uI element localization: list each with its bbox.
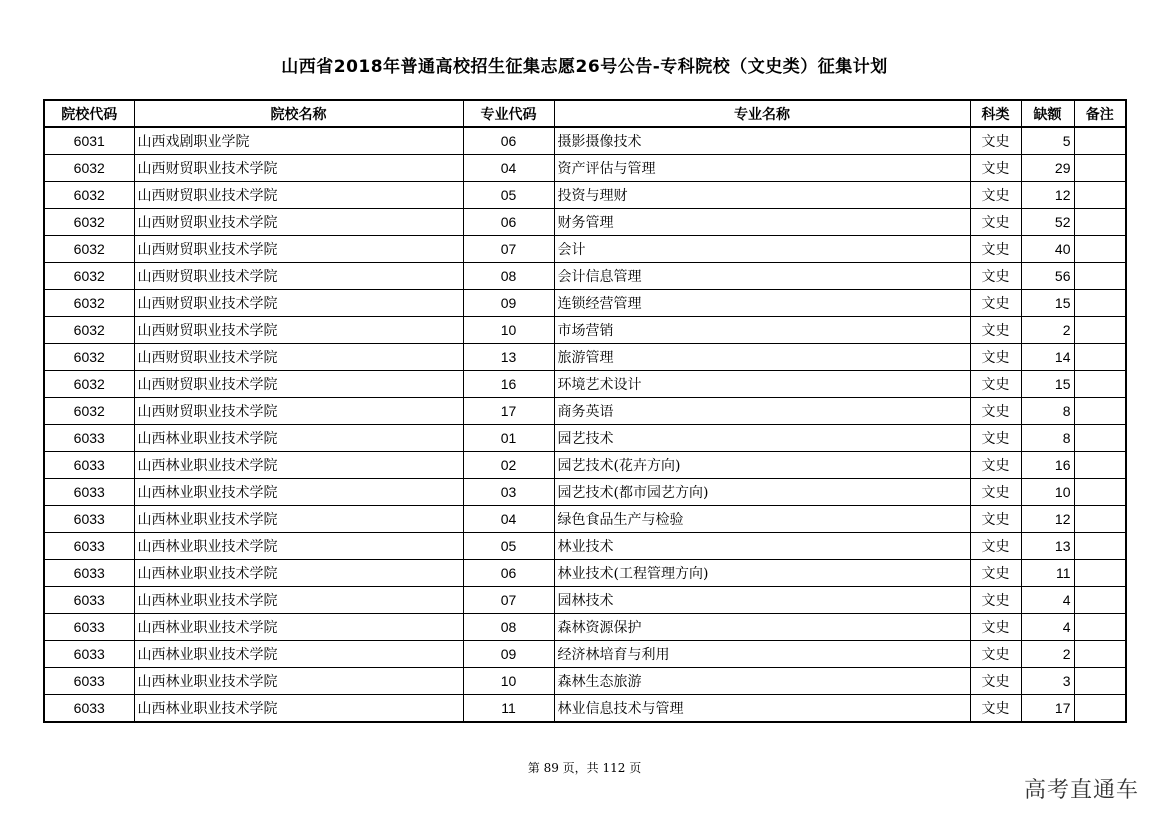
cell-category: 文史 — [970, 587, 1021, 614]
watermark: 高考直通车 — [1023, 778, 1139, 803]
cell-school-name: 山西财贸职业技术学院 — [134, 263, 463, 290]
cell-note — [1074, 425, 1126, 452]
cell-school-name: 山西林业职业技术学院 — [134, 533, 463, 560]
cell-school-name: 山西林业职业技术学院 — [134, 479, 463, 506]
cell-major-name: 园林技术 — [554, 587, 970, 614]
cell-major-name: 投资与理财 — [554, 182, 970, 209]
cell-vacancy: 12 — [1021, 506, 1074, 533]
cell-note — [1074, 668, 1126, 695]
cell-note — [1074, 452, 1126, 479]
table-row — [44, 127, 1126, 155]
cell-major-code: 07 — [463, 587, 554, 614]
cell-major-name: 森林生态旅游 — [554, 668, 970, 695]
cell-major-code: 08 — [463, 263, 554, 290]
table-row — [44, 398, 1126, 425]
cell-school-code: 6033 — [44, 479, 134, 506]
cell-vacancy: 2 — [1021, 641, 1074, 668]
cell-major-name: 财务管理 — [554, 209, 970, 236]
cell-major-name: 商务英语 — [554, 398, 970, 425]
table-row — [44, 290, 1126, 317]
cell-school-code: 6033 — [44, 560, 134, 587]
cell-school-name: 山西财贸职业技术学院 — [134, 236, 463, 263]
cell-vacancy: 15 — [1021, 290, 1074, 317]
cell-major-code: 04 — [463, 155, 554, 182]
cell-major-code: 13 — [463, 344, 554, 371]
cell-note — [1074, 344, 1126, 371]
cell-vacancy: 15 — [1021, 371, 1074, 398]
cell-category: 文史 — [970, 155, 1021, 182]
cell-vacancy: 13 — [1021, 533, 1074, 560]
cell-major-code: 07 — [463, 236, 554, 263]
cell-school-code: 6031 — [44, 127, 134, 155]
cell-school-code: 6033 — [44, 695, 134, 723]
cell-major-name: 旅游管理 — [554, 344, 970, 371]
cell-major-name: 会计信息管理 — [554, 263, 970, 290]
cell-vacancy: 3 — [1021, 668, 1074, 695]
cell-major-code: 01 — [463, 425, 554, 452]
table-row — [44, 209, 1126, 236]
cell-major-code: 17 — [463, 398, 554, 425]
cell-category: 文史 — [970, 560, 1021, 587]
cell-major-name: 经济林培育与利用 — [554, 641, 970, 668]
cell-vacancy: 10 — [1021, 479, 1074, 506]
cell-school-name: 山西财贸职业技术学院 — [134, 371, 463, 398]
cell-major-code: 11 — [463, 695, 554, 723]
cell-category: 文史 — [970, 127, 1021, 155]
cell-school-name: 山西林业职业技术学院 — [134, 668, 463, 695]
table-row — [44, 155, 1126, 182]
cell-school-code: 6032 — [44, 344, 134, 371]
cell-major-name: 连锁经营管理 — [554, 290, 970, 317]
cell-major-name: 资产评估与管理 — [554, 155, 970, 182]
cell-category: 文史 — [970, 209, 1021, 236]
table-row — [44, 425, 1126, 452]
cell-school-code: 6032 — [44, 209, 134, 236]
cell-school-code: 6032 — [44, 155, 134, 182]
cell-note — [1074, 479, 1126, 506]
cell-school-name: 山西财贸职业技术学院 — [134, 398, 463, 425]
cell-school-code: 6032 — [44, 398, 134, 425]
cell-school-name: 山西戏剧职业学院 — [134, 127, 463, 155]
table-body — [44, 127, 1126, 722]
cell-note — [1074, 263, 1126, 290]
cell-vacancy: 2 — [1021, 317, 1074, 344]
cell-category: 文史 — [970, 344, 1021, 371]
cell-major-code: 02 — [463, 452, 554, 479]
cell-vacancy: 29 — [1021, 155, 1074, 182]
cell-category: 文史 — [970, 533, 1021, 560]
cell-category: 文史 — [970, 425, 1021, 452]
cell-major-name: 市场营销 — [554, 317, 970, 344]
cell-school-code: 6033 — [44, 668, 134, 695]
header-school-name: 院校名称 — [134, 100, 463, 127]
table-row — [44, 695, 1126, 723]
table-row — [44, 236, 1126, 263]
cell-vacancy: 56 — [1021, 263, 1074, 290]
table-row — [44, 182, 1126, 209]
header-note: 备注 — [1074, 100, 1126, 127]
page-footer: 第 89 页，共 112 页 — [527, 761, 642, 775]
cell-school-code: 6033 — [44, 641, 134, 668]
cell-vacancy: 4 — [1021, 587, 1074, 614]
cell-note — [1074, 317, 1126, 344]
cell-school-code: 6032 — [44, 290, 134, 317]
cell-major-code: 10 — [463, 317, 554, 344]
cell-vacancy: 8 — [1021, 425, 1074, 452]
cell-major-name: 园艺技术(都市园艺方向) — [554, 479, 970, 506]
cell-school-code: 6032 — [44, 263, 134, 290]
table-row — [44, 344, 1126, 371]
cell-school-name: 山西财贸职业技术学院 — [134, 155, 463, 182]
page-title: 山西省2018年普通高校招生征集志愿26号公告-专科院校（文史类）征集计划 — [281, 57, 888, 77]
header-major-name: 专业名称 — [554, 100, 970, 127]
table-row — [44, 533, 1126, 560]
cell-major-code: 05 — [463, 533, 554, 560]
cell-vacancy: 52 — [1021, 209, 1074, 236]
cell-school-code: 6032 — [44, 236, 134, 263]
cell-school-name: 山西林业职业技术学院 — [134, 425, 463, 452]
cell-school-code: 6033 — [44, 587, 134, 614]
cell-major-code: 16 — [463, 371, 554, 398]
cell-vacancy: 12 — [1021, 182, 1074, 209]
cell-category: 文史 — [970, 641, 1021, 668]
cell-major-code: 09 — [463, 290, 554, 317]
table-row — [44, 479, 1126, 506]
cell-school-name: 山西林业职业技术学院 — [134, 506, 463, 533]
cell-category: 文史 — [970, 506, 1021, 533]
cell-major-name: 林业技术(工程管理方向) — [554, 560, 970, 587]
cell-note — [1074, 236, 1126, 263]
cell-category: 文史 — [970, 290, 1021, 317]
cell-vacancy: 4 — [1021, 614, 1074, 641]
table-row — [44, 641, 1126, 668]
table-row — [44, 614, 1126, 641]
cell-note — [1074, 560, 1126, 587]
cell-note — [1074, 533, 1126, 560]
cell-major-code: 06 — [463, 127, 554, 155]
cell-major-name: 园艺技术(花卉方向) — [554, 452, 970, 479]
cell-school-name: 山西财贸职业技术学院 — [134, 209, 463, 236]
cell-note — [1074, 641, 1126, 668]
cell-vacancy: 16 — [1021, 452, 1074, 479]
cell-school-name: 山西财贸职业技术学院 — [134, 290, 463, 317]
cell-note — [1074, 587, 1126, 614]
cell-school-name: 山西林业职业技术学院 — [134, 452, 463, 479]
header-school-code: 院校代码 — [44, 100, 134, 127]
cell-category: 文史 — [970, 236, 1021, 263]
cell-category: 文史 — [970, 182, 1021, 209]
cell-category: 文史 — [970, 398, 1021, 425]
cell-category: 文史 — [970, 371, 1021, 398]
cell-major-name: 摄影摄像技术 — [554, 127, 970, 155]
cell-major-name: 绿色食品生产与检验 — [554, 506, 970, 533]
cell-school-name: 山西林业职业技术学院 — [134, 614, 463, 641]
cell-note — [1074, 182, 1126, 209]
cell-school-code: 6033 — [44, 425, 134, 452]
cell-school-name: 山西财贸职业技术学院 — [134, 182, 463, 209]
cell-major-code: 05 — [463, 182, 554, 209]
cell-category: 文史 — [970, 668, 1021, 695]
cell-category: 文史 — [970, 452, 1021, 479]
cell-major-code: 06 — [463, 209, 554, 236]
cell-major-code: 09 — [463, 641, 554, 668]
cell-category: 文史 — [970, 317, 1021, 344]
cell-major-code: 04 — [463, 506, 554, 533]
cell-note — [1074, 695, 1126, 723]
enrollment-plan-table — [43, 99, 1127, 723]
cell-school-code: 6033 — [44, 614, 134, 641]
cell-vacancy: 11 — [1021, 560, 1074, 587]
cell-vacancy: 5 — [1021, 127, 1074, 155]
cell-note — [1074, 371, 1126, 398]
table-row — [44, 263, 1126, 290]
header-category: 科类 — [970, 100, 1021, 127]
cell-school-code: 6033 — [44, 506, 134, 533]
cell-vacancy: 14 — [1021, 344, 1074, 371]
cell-school-name: 山西林业职业技术学院 — [134, 695, 463, 723]
cell-major-name: 园艺技术 — [554, 425, 970, 452]
cell-school-code: 6033 — [44, 533, 134, 560]
cell-major-code: 08 — [463, 614, 554, 641]
cell-vacancy: 40 — [1021, 236, 1074, 263]
cell-major-code: 10 — [463, 668, 554, 695]
cell-category: 文史 — [970, 479, 1021, 506]
cell-major-code: 03 — [463, 479, 554, 506]
cell-note — [1074, 614, 1126, 641]
cell-category: 文史 — [970, 263, 1021, 290]
table-row — [44, 317, 1126, 344]
cell-major-name: 林业信息技术与管理 — [554, 695, 970, 723]
cell-note — [1074, 155, 1126, 182]
header-vacancy: 缺额 — [1021, 100, 1074, 127]
table-row — [44, 560, 1126, 587]
table-row — [44, 506, 1126, 533]
cell-school-code: 6033 — [44, 452, 134, 479]
cell-note — [1074, 290, 1126, 317]
cell-category: 文史 — [970, 695, 1021, 723]
cell-note — [1074, 506, 1126, 533]
cell-school-name: 山西财贸职业技术学院 — [134, 344, 463, 371]
cell-vacancy: 8 — [1021, 398, 1074, 425]
table-header-row — [44, 100, 1126, 127]
cell-major-name: 森林资源保护 — [554, 614, 970, 641]
table-row — [44, 587, 1126, 614]
cell-school-name: 山西林业职业技术学院 — [134, 587, 463, 614]
header-major-code: 专业代码 — [463, 100, 554, 127]
cell-note — [1074, 127, 1126, 155]
table-row — [44, 371, 1126, 398]
cell-note — [1074, 398, 1126, 425]
cell-school-name: 山西财贸职业技术学院 — [134, 317, 463, 344]
table-row — [44, 452, 1126, 479]
cell-school-code: 6032 — [44, 317, 134, 344]
cell-note — [1074, 209, 1126, 236]
cell-school-name: 山西林业职业技术学院 — [134, 641, 463, 668]
cell-major-name: 会计 — [554, 236, 970, 263]
cell-school-name: 山西林业职业技术学院 — [134, 560, 463, 587]
cell-major-name: 林业技术 — [554, 533, 970, 560]
table-row — [44, 668, 1126, 695]
cell-category: 文史 — [970, 614, 1021, 641]
cell-school-code: 6032 — [44, 371, 134, 398]
cell-school-code: 6032 — [44, 182, 134, 209]
cell-major-name: 环境艺术设计 — [554, 371, 970, 398]
cell-major-code: 06 — [463, 560, 554, 587]
cell-vacancy: 17 — [1021, 695, 1074, 723]
